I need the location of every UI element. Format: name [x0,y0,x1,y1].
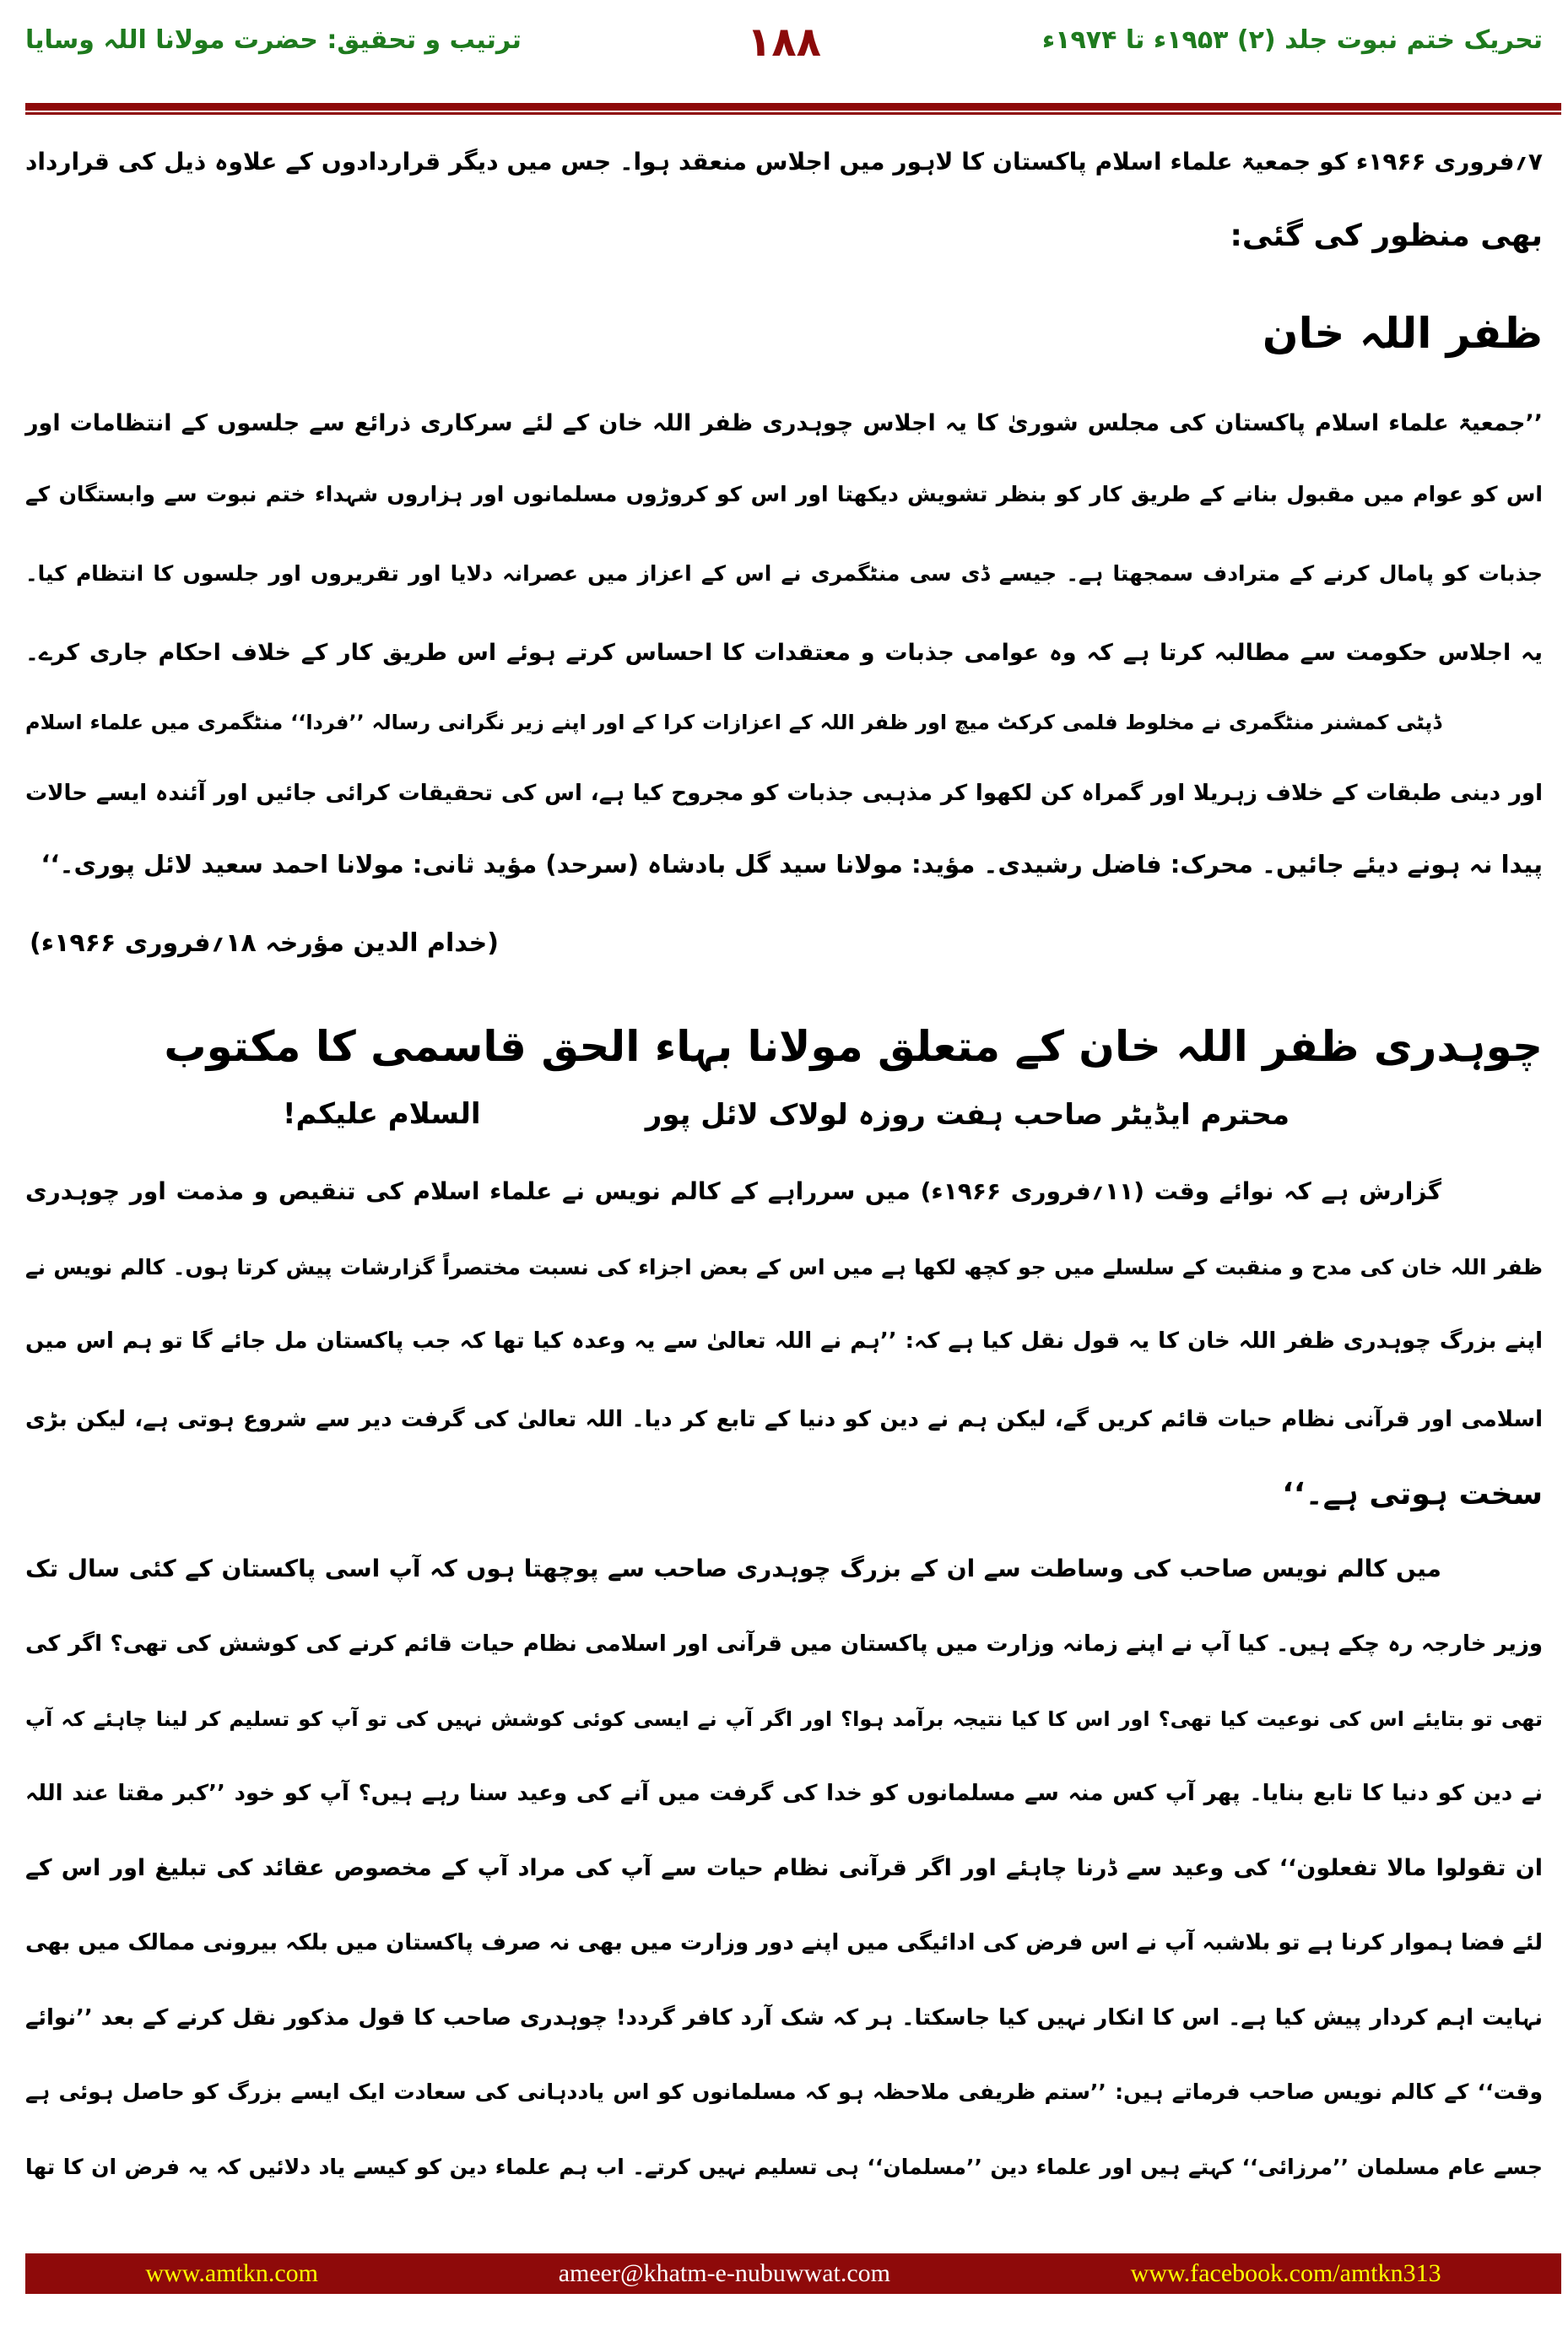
body-line: پیدا نہ ہونے دیئے جائیں۔ محرک: فاضل رشیدی۔ مؤید: مولانا سید گل بادشاہ (سرحد) مؤید ثانی: مولانا احمد سعید لائل پوری۔‘‘ [41,850,1543,879]
book-title: تحریک ختم نبوت جلد (۲) ۱۹۵۳ء تا ۱۹۷۴ء [1041,25,1543,55]
body-line: گزارش ہے کہ نوائے وقت (۱۱؍فروری ۱۹۶۶ء) میں سرراہے کے کالم نویس نے علماء اسلام کی تنقیص و مذمت اور چوہدری [25,1177,1441,1205]
body-line: اپنے بزرگ چوہدری ظفر اللہ خان کا یہ قول نقل کیا ہے کہ: ’’ہم نے اللہ تعالیٰ سے یہ وعدہ کیا تھا کہ جب پاکستان مل جائے گا تو ہم اس میں [25,1328,1543,1354]
body-line: ان تقولوا مالا تفعلون‘‘ کی وعید سے ڈرنا چاہئے اور اگر قرآنی نظام حیات سے آپ کی مراد آپ کے مخصوص عقائد کی تبلیغ اور اس کے [25,1855,1543,1881]
body-line: وقت‘‘ کے کالم نویس صاحب فرماتے ہیں: ’’ستم ظریفی ملاحظہ ہو کہ مسلمانوں کو اس یاددہانی کی سعادت ایک ایسے بزرگ کو حاصل ہوئی ہے [25,2080,1543,2104]
addressee: محترم ایڈیٹر صاحب ہفت روزہ لولاک لائل پور [645,1098,1290,1132]
body-line: ڈپٹی کمشنر منٹگمری نے مخلوط فلمی کرکٹ میچ اور ظفر اللہ کے اعزازات کرا کے اور اپنے زیر نگرانی رسالہ ’’فردا‘‘ منٹگمری میں علماء اسلام [25,711,1441,734]
body-line: جذبات کو پامال کرنے کے مترادف سمجھتا ہے۔ جیسے ڈی سی منٹگمری نے اس کے اعزاز میں عصرانہ دلایا اور تقریروں اور جلسوں کا انتظام کیا۔ [25,561,1543,586]
intro-line: بھی منظور کی گئی: [1230,219,1543,253]
body-line: اس کو عوام میں مقبول بنانے کے طریق کار کو بنظر تشویش دیکھتا اور اس کو کروڑوں مسلمانوں اور ہزاروں شہداء ختم نبوت سے وابستگان کے [25,482,1543,506]
footer-bar [25,2253,1561,2294]
facebook-link[interactable]: www.facebook.com/amtkn313 [1130,2259,1441,2287]
body-line: تھی تو بتایئے اس کی نوعیت کیا تھی؟ اور اس کا کیا نتیجہ برآمد ہوا؟ اور اگر آپ نے ایسی کوئی کوشش نہیں کی تو آپ کو تسلیم کر لینا چاہئے کہ آپ [25,1707,1543,1731]
body-line: سخت ہوتی ہے۔‘‘ [1282,1477,1543,1512]
body-line: ظفر اللہ خان کی مدح و منقبت کے سلسلے میں جو کچھ لکھا ہے میں اس کے بعض اجزاء کی نسبت مختصراً گزارشات پیش کرتا ہوں۔ کالم نویس نے [25,1255,1543,1279]
citation: (خدام الدین مؤرخہ ۱۸؍فروری ۱۹۶۶ء) [30,928,499,958]
header-rule-thin [25,112,1561,115]
intro-line: ۷؍فروری ۱۹۶۶ء کو جمعیۃ علماء اسلام پاکستان کا لاہور میں اجلاس منعقد ہوا۔ جس میں دیگر قراردادوں کے علاوہ ذیل کی قرارداد [25,148,1543,176]
website-link[interactable]: www.amtkn.com [145,2259,319,2287]
section-heading: ظفر اللہ خان [1262,309,1543,358]
compiler-credit: ترتیب و تحقیق: حضرت مولانا اللہ وسایا [25,25,522,55]
body-line: نہایت اہم کردار پیش کیا ہے۔ اس کا انکار نہیں کیا جاسکتا۔ ہر کہ شک آرد کافر گردد! چوہدری صاحب کا قول مذکور نقل کرنے کے بعد ’’نوائے [25,2005,1543,2031]
body-line: وزیر خارجہ رہ چکے ہیں۔ کیا آپ نے اپنے زمانہ وزارت میں پاکستان میں قرآنی اور اسلامی نظام حیات قائم کرنے کی کوشش کی تھی؟ اگر کی [25,1631,1543,1657]
greeting: السلام علیکم! [283,1097,481,1131]
body-line: جسے عام مسلمان ’’مرزائی‘‘ کہتے ہیں اور علماء دین ’’مسلمان‘‘ ہی تسلیم نہیں کرتے۔ اب ہم علماء دین کو کیسے یاد دلائیں کہ یہ فرض ان کا تھا [25,2155,1543,2179]
email-link[interactable]: ameer@khatm-e-nubuwwat.com [558,2259,890,2287]
body-line: نے دین کو دنیا کا تابع بنایا۔ پھر آپ کس منہ سے مسلمانوں کو خدا کی گرفت میں آنے کی وعید سنا رہے ہیں؟ آپ کو خود ’’کبر مقتا عند اللہ [25,1781,1543,1806]
header-rule-thick [25,103,1561,111]
body-line: میں کالم نویس صاحب کی وساطت سے ان کے بزرگ چوہدری صاحب سے پوچھتا ہوں کہ آپ اسی پاکستان کے کئی سال تک [25,1555,1441,1582]
body-line: اور دینی طبقات کے خلاف زہریلا اور گمراہ کن لکھوا کر مذہبی جذبات کو مجروح کیا ہے، اس کی تحقیقات کرائی جائیں اور آئندہ ایسے حالات [25,781,1543,806]
section-heading: چوہدری ظفر اللہ خان کے متعلق مولانا بہاء الحق قاسمی کا مکتوب [164,1022,1543,1071]
body-line: ’’جمعیۃ علماء اسلام پاکستان کی مجلس شوریٰ کا یہ اجلاس چوہدری ظفر اللہ خان کے لئے سرکاری ذرائع سے جلسوں کے انتظامات اور [25,410,1543,436]
body-line: اسلامی اور قرآنی نظام حیات قائم کریں گے، لیکن ہم نے دین کو دنیا کے تابع کر دیا۔ اللہ تعالیٰ کی گرفت دیر سے شروع ہوتی ہے، لیکن بڑی [25,1407,1543,1432]
page-number: ۱۸۸ [747,19,821,66]
body-line: لئے فضا ہموار کرنا ہے تو بلاشبہ آپ نے اس فرض کی ادائیگی میں اپنے دور وزارت میں بھی نہ صرف پاکستان میں بلکہ بیرونی ممالک میں بھی [25,1930,1543,1955]
body-line: یہ اجلاس حکومت سے مطالبہ کرتا ہے کہ وہ عوامی جذبات و معتقدات کا احساس کرتے ہوئے اس طریق کار کے خلاف احکام جاری کرے۔ [25,640,1543,666]
